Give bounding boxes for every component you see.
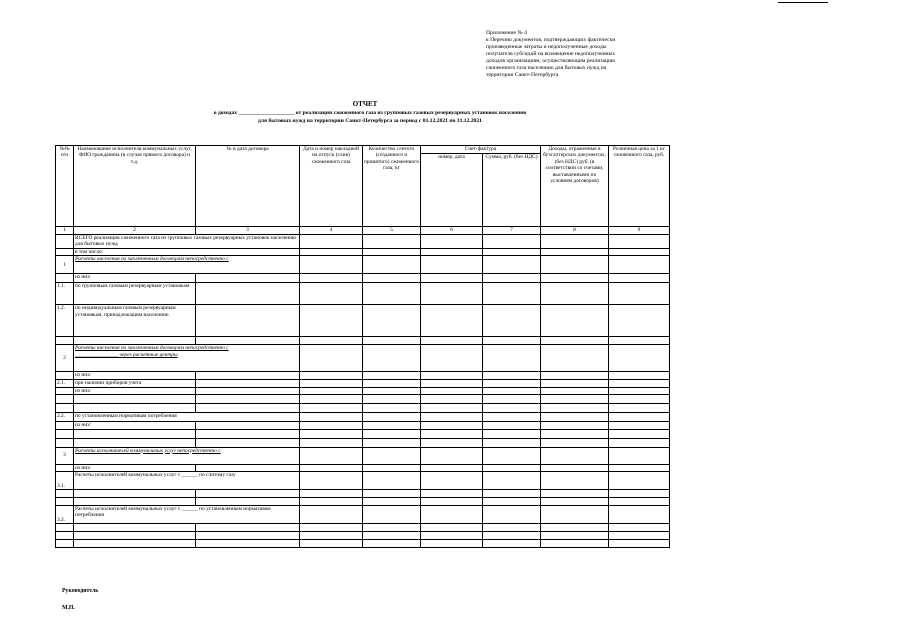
row-label: Расчеты исполнителей коммунальных услуг с ______ по установленным нормативам потребления xyxy=(74,506,300,524)
header-invoice-number: номер, дата xyxy=(421,154,483,227)
row-label-line: ________________ через расчетные центры xyxy=(75,351,178,358)
signature-head-label: Руководитель xyxy=(62,588,99,594)
row-label: при наличии приборов учета xyxy=(74,379,196,387)
header-executor: Наименование исполнителя коммунальных услуг, ФИО гражданина (в случае прямого договора) и т.д. xyxy=(74,146,196,227)
col-number: 1 xyxy=(56,227,74,235)
header-waybill: Дата и номер накладной на отпуск (слив) сжиженного газа xyxy=(300,146,363,227)
row-label: Расчеты исполнителей коммунальных услуг с ______ по слитому газу xyxy=(74,472,300,490)
col-number: 8 xyxy=(541,227,609,235)
row-number: 3.1. xyxy=(56,472,74,490)
row-number: 1.1. xyxy=(56,283,74,305)
appendix-line: получателя субсидий на возмещение недополученных xyxy=(486,51,616,57)
appendix-title: Приложение № 4 xyxy=(486,30,527,36)
col-number: 6 xyxy=(421,227,483,235)
row-of-them: из них: xyxy=(74,387,196,394)
report-subtitle-line2: для бытовых нужд на территории Санкт-Петербурга за период с 01.12.2021 по 31.12.2021 xyxy=(258,118,482,124)
row-of-them: из них: xyxy=(74,372,196,379)
header-invoice-sum: Сумма, руб. (без НДС) xyxy=(483,154,541,227)
header-num: №№ п/п xyxy=(56,146,74,227)
header-contract: № и дата договора xyxy=(196,146,300,227)
col-number: 7 xyxy=(483,227,541,235)
col-number: 4 xyxy=(300,227,363,235)
row-label: Расчеты исполнителей коммунальных услуг непосредственно с xyxy=(74,447,300,464)
report-table xyxy=(55,145,670,548)
row-of-them: из них: xyxy=(74,422,196,429)
row-number: 2.2. xyxy=(56,413,74,422)
row-label-line: Расчеты населения по заключенным договорам непосредственно с xyxy=(75,345,229,352)
stamp-label: М.П. xyxy=(62,605,75,611)
row-number: 1.2. xyxy=(56,305,74,337)
row-label: по групповым газовым резервуарным установкам xyxy=(74,283,196,305)
row-label xyxy=(74,345,300,372)
header-income: Доходы, отраженные в бухгалтерских документах, (без НДС) руб. (в соответствии со счетами, выставленными по условиям договоров) xyxy=(541,146,609,227)
row-number: 1 xyxy=(56,256,74,274)
row-number: 2.1. xyxy=(56,379,74,387)
row-including-label: в том числе: xyxy=(74,249,300,256)
appendix-line: к Перечню документов, подтверждающих фактически xyxy=(486,37,616,43)
col-number: 5 xyxy=(363,227,421,235)
row-label: по индивидуальным газовым резервуарным установкам, принадлежащим населению xyxy=(74,305,196,337)
header-retail-price: Розничная цена за 1 кг сжиженного газа, руб. xyxy=(609,146,670,227)
appendix-line: произведенные затраты и недополученные доходы xyxy=(486,44,607,50)
col-number: 3 xyxy=(196,227,300,235)
report-title: ОТЧЕТ xyxy=(352,100,378,108)
row-number: 3 xyxy=(56,447,74,464)
appendix-line: территории Санкт-Петербурга xyxy=(486,72,559,78)
report-subtitle-line1: о доходах ____________________ от реализации сжиженного газа из групповых газовых резервуарных установок населению xyxy=(213,110,527,116)
row-of-them: из них: xyxy=(74,274,196,283)
header-quantity: Количество слитого (созданного и принятого) сжиженного газа, кг xyxy=(363,146,421,227)
appendix-block xyxy=(486,30,676,79)
top-rule xyxy=(778,2,828,3)
col-number: 9 xyxy=(609,227,670,235)
appendix-line: доходов организациям, осуществляющим реализацию xyxy=(486,58,616,64)
appendix-line: сжиженного газа населению для бытовых нужд на xyxy=(486,65,607,71)
row-number: 3.2. xyxy=(56,506,74,524)
header-invoice: Счет-фактура xyxy=(421,146,541,154)
row-total-label: ВСЕГО реализация сжиженного газа из групповых газовых резервуарных установок населению для бытовых нужд xyxy=(74,235,300,249)
row-number: 2 xyxy=(56,345,74,372)
row-of-them: из них: xyxy=(74,464,196,471)
row-label: Расчеты населения по заключенным договорам непосредственно с xyxy=(74,256,300,274)
row-label: по установленным нормативам потребления xyxy=(74,413,300,422)
col-number: 2 xyxy=(74,227,196,235)
